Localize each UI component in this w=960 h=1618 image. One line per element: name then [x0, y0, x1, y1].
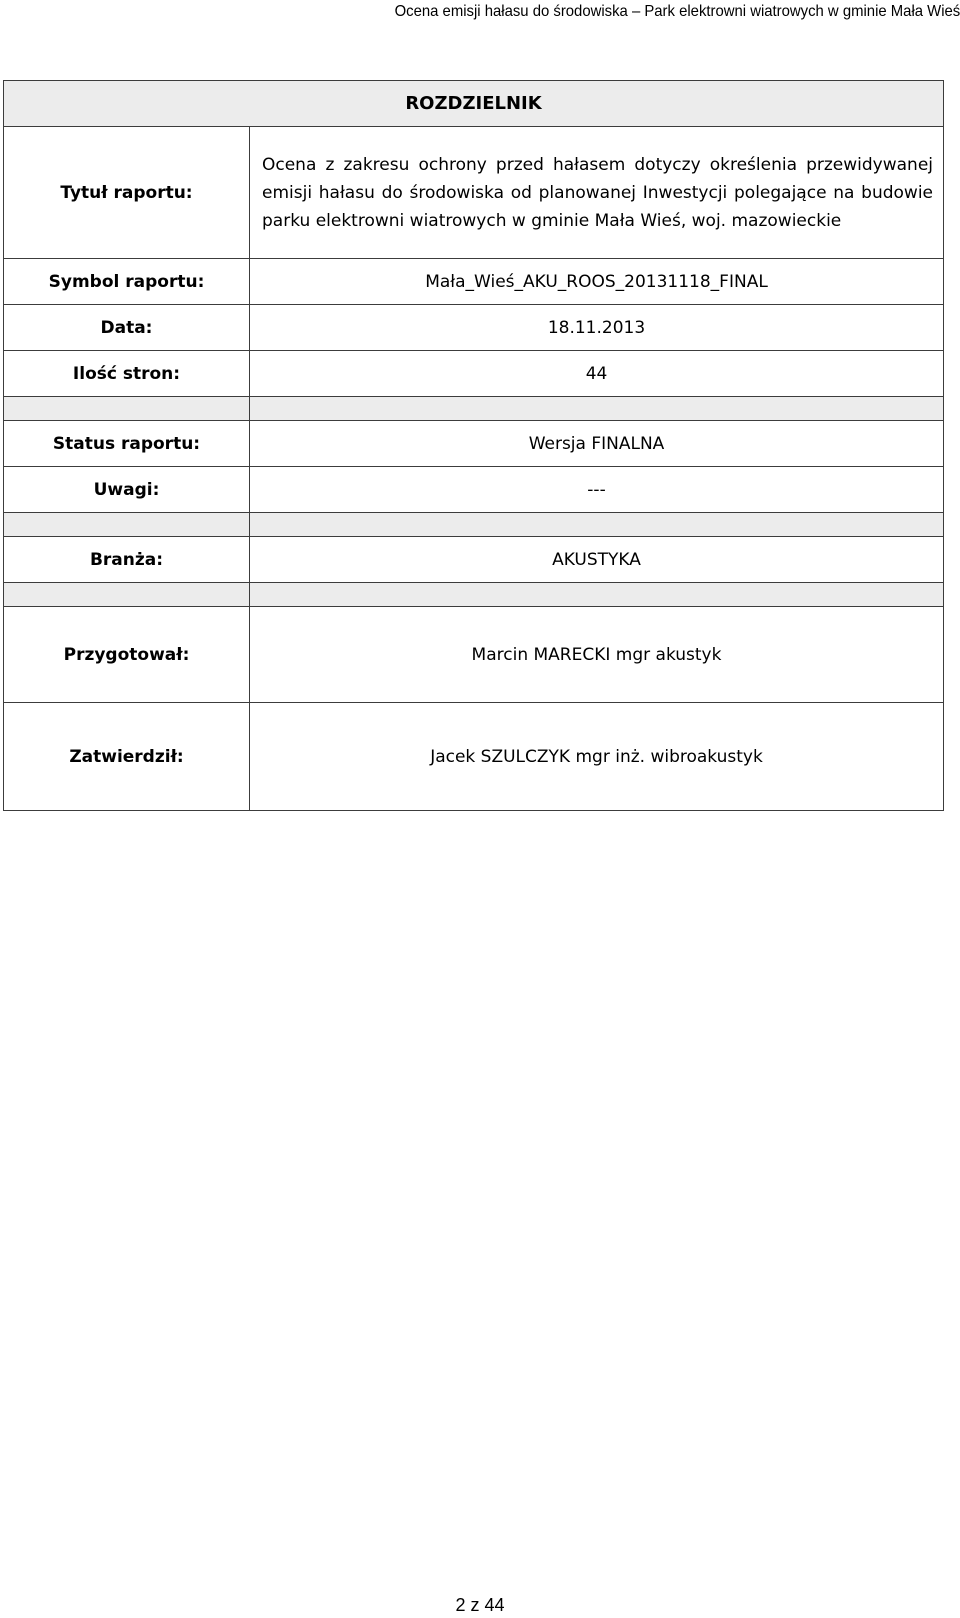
prepared-row: [4, 607, 944, 703]
prepared-label: Przygotował:: [4, 607, 250, 703]
date-value: 18.11.2013: [250, 305, 944, 351]
approved-row: [4, 703, 944, 811]
title-row: [4, 127, 944, 259]
approved-label: Zatwierdził:: [4, 703, 250, 811]
notes-row: [4, 467, 944, 513]
branch-label: Branża:: [4, 537, 250, 583]
notes-label: Uwagi:: [4, 467, 250, 513]
status-row: [4, 421, 944, 467]
spacer-row: [4, 513, 944, 537]
date-label: Data:: [4, 305, 250, 351]
running-header-title: Ocena emisji hałasu do środowiska – Park elektrowni wiatrowych w gminie Mała Wieś: [394, 3, 960, 20]
distribution-heading: ROZDZIELNIK: [4, 81, 944, 127]
symbol-row: [4, 259, 944, 305]
prepared-value: Marcin MARECKI mgr akustyk: [250, 607, 944, 703]
running-header: [0, 0, 960, 24]
approved-value: Jacek SZULCZYK mgr inż. wibroakustyk: [250, 703, 944, 811]
symbol-value: Mała_Wieś_AKU_ROOS_20131118_FINAL: [250, 259, 944, 305]
date-row: [4, 305, 944, 351]
title-value: Ocena z zakresu ochrony przed hałasem dotyczy określenia przewidywanej emisji hałasu do środowiska od planowanej Inwestycji polegające na budowie parku elektrowni wiatrowych w gminie Mała Wieś, woj. mazowieckie: [250, 127, 944, 259]
distribution-header-row: [4, 81, 944, 127]
branch-row: [4, 537, 944, 583]
status-label: Status raportu:: [4, 421, 250, 467]
pages-value: 44: [250, 351, 944, 397]
notes-value: ---: [250, 467, 944, 513]
status-value: Wersja FINALNA: [250, 421, 944, 467]
spacer-row: [4, 583, 944, 607]
spacer-row: [4, 397, 944, 421]
pages-row: [4, 351, 944, 397]
symbol-label: Symbol raportu:: [4, 259, 250, 305]
pages-label: Ilość stron:: [4, 351, 250, 397]
branch-value: AKUSTYKA: [250, 537, 944, 583]
page-number: 2 z 44: [455, 1595, 505, 1615]
title-label: Tytuł raportu:: [4, 127, 250, 259]
distribution-table: [3, 80, 944, 811]
